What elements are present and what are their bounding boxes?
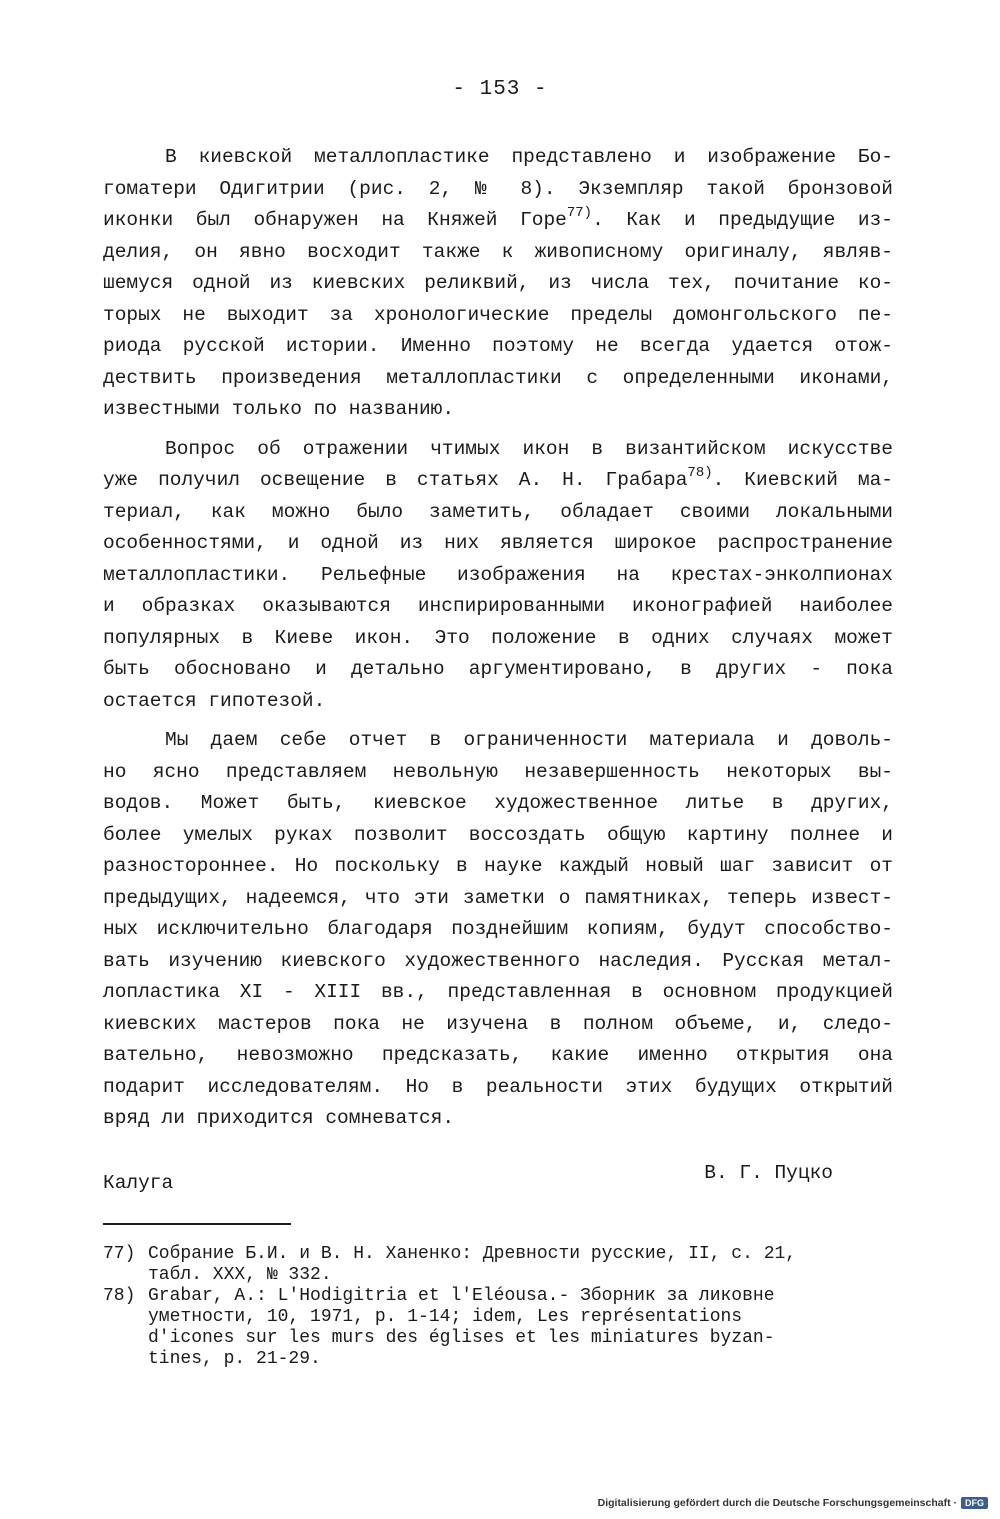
text-line (103, 528, 893, 560)
text-segment: известными только по названию. (103, 398, 455, 420)
text-segment: . Как и предыдущие из- (592, 209, 893, 231)
text-segment: и образках оказываются инспирированными иконографией наиболее (103, 595, 893, 617)
text-segment: ных исключительно благодаря позднейшим копиям, будут способство- (103, 918, 893, 940)
text-line (103, 623, 893, 655)
footnote-line: tines, p. 21-29. (148, 1349, 321, 1369)
footnote-divider (103, 1223, 291, 1225)
paragraph (103, 142, 893, 426)
text-segment: делия, он явно восходит также к живописному оригиналу, являв- (103, 240, 893, 263)
text-segment: вряд ли приходится сомневатся. (103, 1107, 455, 1129)
footnotes (103, 1244, 893, 1370)
digitization-credit (598, 1497, 988, 1509)
text-segment: металлопластики. Рельефные изображения на крестах-энколпионах (103, 563, 893, 586)
text-line (103, 686, 893, 718)
text-segment: гоматери Одигитрии (рис. 2, № 8). Экземпляр такой бронзовой (103, 177, 893, 200)
text-segment: В киевской металлопластике представлено и изображение Бо- (165, 146, 893, 168)
text-line (103, 142, 893, 174)
footnote-line: d'icones sur les murs des églises et les miniatures byzan- (148, 1328, 775, 1348)
footnote-reference: 77) (566, 205, 593, 221)
text-line (103, 434, 893, 466)
text-segment: вательно, невозможно предсказать, какие именно открытия она (103, 1044, 893, 1066)
text-segment: киевских мастеров пока не изучена в полном объеме, и, следо- (103, 1012, 893, 1035)
text-line (103, 363, 893, 395)
text-segment: дествить произведения металлопластики с определенными иконами, (103, 366, 893, 389)
footnote-line: табл. XXX, № 332. (148, 1265, 332, 1285)
footnote-number: 78) (103, 1286, 136, 1306)
text-line (103, 591, 893, 623)
text-line (103, 560, 893, 592)
text-line (103, 820, 893, 852)
dfg-logo-icon: DFG (961, 1497, 988, 1509)
text-line (103, 1009, 893, 1041)
text-line (103, 757, 893, 789)
text-line (103, 914, 893, 946)
credit-text: Digitalisierung gefördert durch die Deutsche Forschungsgemeinschaft · (597, 1497, 957, 1509)
text-line (103, 946, 893, 978)
text-segment: предыдущих, надеемся, что эти заметки о памятниках, теперь извест- (103, 886, 893, 909)
signature-author: В. Г. Пуцко (704, 1162, 833, 1184)
text-line (103, 725, 893, 757)
text-segment: подарит исследователям. Но в реальности этих будущих открытий (103, 1075, 893, 1098)
text-line (103, 1040, 893, 1072)
text-segment: торых не выходит за хронологические пределы домонгольского пе- (103, 303, 893, 326)
text-line (103, 788, 893, 820)
text-line (103, 205, 893, 237)
text-line (103, 883, 893, 915)
paragraph (103, 725, 893, 1135)
footnote-78 (103, 1286, 893, 1370)
text-segment: Вопрос об отражении чтимых икон в византийском искусстве (165, 437, 893, 460)
text-line (103, 1103, 893, 1135)
text-segment: особенностями, и одной из них является широкое распространение (103, 532, 893, 554)
text-segment: шемуся одной из киевских реликвий, из числа тех, почитание ко- (103, 272, 893, 294)
paragraph (103, 434, 893, 718)
text-segment: териал, как можно было заметить, обладает своими локальными (103, 500, 893, 523)
body-text (103, 142, 893, 1135)
text-segment: популярных в Киеве икон. Это положение в одних случаях может (103, 626, 893, 649)
text-segment: остается гипотезой. (103, 689, 326, 712)
text-line (103, 237, 893, 269)
text-line (103, 268, 893, 300)
text-segment: . Киевский ма- (712, 469, 893, 491)
text-segment: но ясно представляем невольную незавершенность некоторых вы- (103, 760, 893, 783)
footnote-number: 77) (103, 1244, 136, 1264)
paragraph-gap (103, 426, 893, 434)
text-line (103, 465, 893, 497)
text-segment: Мы даем себе отчет в ограниченности материала и доволь- (165, 729, 893, 751)
text-line (103, 977, 893, 1009)
text-line (103, 654, 893, 686)
text-line (103, 1072, 893, 1104)
footnote-reference: 78) (687, 465, 713, 481)
text-segment: вать изучению киевского художественного наследия. Русская метал- (103, 949, 893, 972)
text-line (103, 300, 893, 332)
text-segment: иконки был обнаружен на Княжей Горе (103, 209, 567, 231)
footnote-line: уметности, 10, 1971, p. 1-14; idem, Les représentations (148, 1307, 743, 1327)
text-line (103, 174, 893, 206)
text-line (103, 851, 893, 883)
text-line (103, 331, 893, 363)
paragraph-gap (103, 717, 893, 725)
text-segment: разностороннее. Но поскольку в науке каждый новый шаг зависит от (103, 855, 893, 877)
text-segment: риода русской истории. Именно поэтому не всегда удается отож- (103, 335, 893, 357)
signature-row (103, 1162, 833, 1194)
text-line (103, 497, 893, 529)
footnote-77 (103, 1244, 893, 1286)
text-segment: уже получил освещение в статьях А. Н. Грабара (103, 469, 688, 491)
text-segment: более умелых руках позволит воссоздать общую картину полнее и (103, 823, 893, 846)
text-segment: лопластика XI - XIII вв., представленная в основном продукцией (103, 981, 893, 1003)
footnote-line: Собрание Б.И. и В. Н. Ханенко: Древности русские, II, с. 21, (148, 1244, 797, 1264)
text-segment: водов. Может быть, киевское художественное литье в других, (103, 792, 893, 814)
page-number: - 153 - (452, 78, 548, 101)
text-line (103, 394, 893, 426)
footnote-line: Grabar, A.: L'Hodigitria et l'Eléousa.- Зборник за ликовне (148, 1286, 775, 1306)
signature-place: Калуга (103, 1172, 174, 1194)
text-segment: быть обосновано и детально аргументировано, в других - пока (103, 658, 893, 680)
